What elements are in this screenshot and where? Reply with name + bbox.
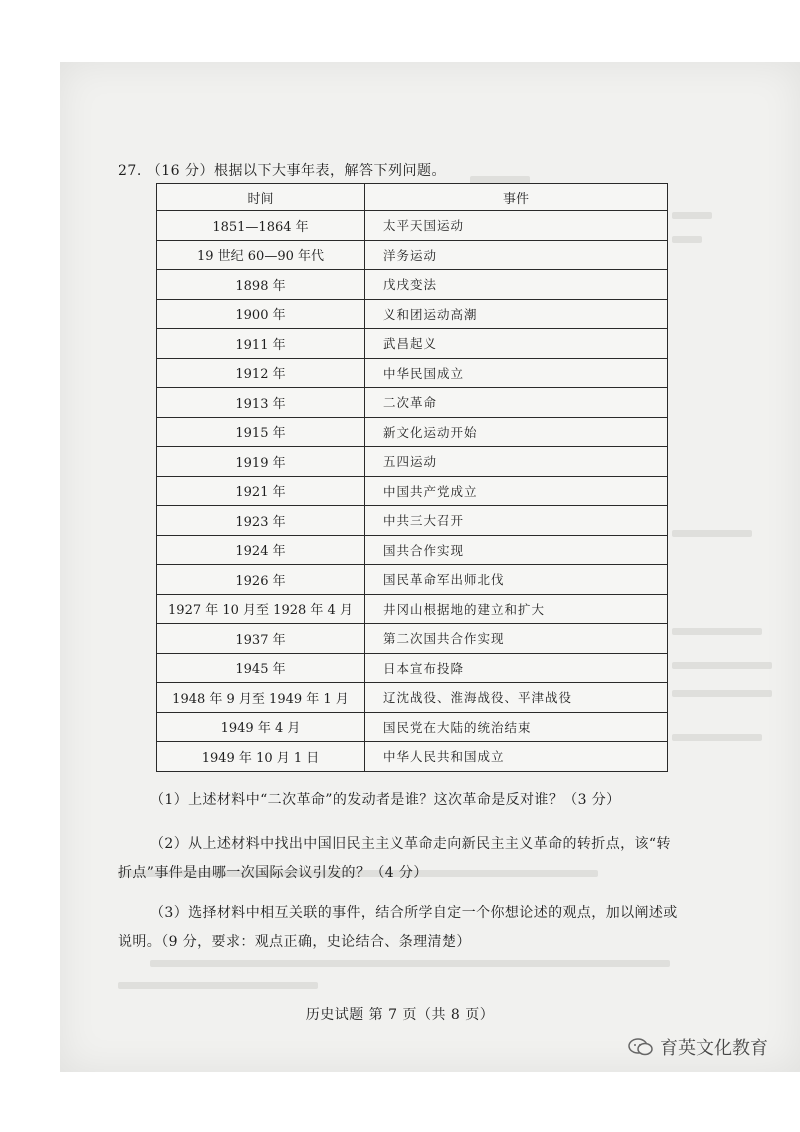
row-event: 中共三大召开 bbox=[365, 506, 668, 536]
row-event: 义和团运动高潮 bbox=[365, 299, 668, 329]
row-time: 1898 年 bbox=[157, 270, 365, 300]
sub-question-2 bbox=[118, 830, 718, 888]
row-time: 1949 年 10 月 1 日 bbox=[157, 742, 365, 772]
row-time: 1915 年 bbox=[157, 417, 365, 447]
table-row bbox=[157, 329, 668, 359]
row-event: 日本宣布投降 bbox=[365, 653, 668, 683]
row-event: 二次革命 bbox=[365, 388, 668, 418]
table-row bbox=[157, 624, 668, 654]
sub-question-3 bbox=[118, 899, 718, 957]
show-through-mark bbox=[150, 960, 670, 967]
table-row bbox=[157, 506, 668, 536]
row-event: 井冈山根据地的建立和扩大 bbox=[365, 594, 668, 624]
row-time: 1923 年 bbox=[157, 506, 365, 536]
table-header-row bbox=[157, 184, 668, 211]
show-through-mark bbox=[672, 628, 762, 635]
wechat-icon bbox=[628, 1037, 654, 1057]
watermark-text: 育英文化教育 bbox=[660, 1038, 768, 1059]
row-time: 1851—1864 年 bbox=[157, 211, 365, 241]
table-row bbox=[157, 417, 668, 447]
row-time: 1949 年 4 月 bbox=[157, 712, 365, 742]
table-row bbox=[157, 270, 668, 300]
header-time: 时间 bbox=[157, 184, 365, 211]
row-time: 1926 年 bbox=[157, 565, 365, 595]
sub-question-3-line-2: 说明。（9 分，要求：观点正确，史论结合、条理清楚） bbox=[118, 934, 471, 950]
table-row bbox=[157, 240, 668, 270]
row-event: 中华人民共和国成立 bbox=[365, 742, 668, 772]
show-through-mark bbox=[118, 982, 318, 989]
row-event: 洋务运动 bbox=[365, 240, 668, 270]
table-row bbox=[157, 712, 668, 742]
row-event: 太平天国运动 bbox=[365, 211, 668, 241]
question-title: 27. （16 分）根据以下大事年表，解答下列问题。 bbox=[118, 163, 446, 179]
table-row bbox=[157, 653, 668, 683]
show-through-mark bbox=[672, 734, 762, 741]
row-time: 1919 年 bbox=[157, 447, 365, 477]
row-event: 国共合作实现 bbox=[365, 535, 668, 565]
show-through-mark bbox=[672, 690, 772, 697]
table-row bbox=[157, 742, 668, 772]
table-row bbox=[157, 476, 668, 506]
show-through-mark bbox=[672, 212, 712, 219]
row-event: 辽沈战役、淮海战役、平津战役 bbox=[365, 683, 668, 713]
row-time: 1900 年 bbox=[157, 299, 365, 329]
watermark bbox=[628, 1034, 768, 1060]
table-row bbox=[157, 565, 668, 595]
table-row bbox=[157, 683, 668, 713]
row-time: 1911 年 bbox=[157, 329, 365, 359]
row-time: 19 世纪 60—90 年代 bbox=[157, 240, 365, 270]
row-event: 中国共产党成立 bbox=[365, 476, 668, 506]
row-time: 1945 年 bbox=[157, 653, 365, 683]
row-time: 1913 年 bbox=[157, 388, 365, 418]
show-through-mark bbox=[672, 662, 772, 669]
show-through-mark bbox=[672, 236, 702, 243]
show-through-mark bbox=[672, 530, 752, 537]
row-time: 1927 年 10 月至 1928 年 4 月 bbox=[157, 594, 365, 624]
row-time: 1924 年 bbox=[157, 535, 365, 565]
row-event: 新文化运动开始 bbox=[365, 417, 668, 447]
table-row bbox=[157, 388, 668, 418]
row-event: 中华民国成立 bbox=[365, 358, 668, 388]
row-event: 国民党在大陆的统治结束 bbox=[365, 712, 668, 742]
table-row bbox=[157, 299, 668, 329]
sub-question-1 bbox=[118, 786, 718, 815]
row-event: 国民革命军出师北伐 bbox=[365, 565, 668, 595]
row-event: 五四运动 bbox=[365, 447, 668, 477]
row-event: 第二次国共合作实现 bbox=[365, 624, 668, 654]
table-row bbox=[157, 447, 668, 477]
row-event: 武昌起义 bbox=[365, 329, 668, 359]
table-row bbox=[157, 594, 668, 624]
page-footer: 历史试题 第 7 页（共 8 页） bbox=[305, 1007, 495, 1023]
row-time: 1937 年 bbox=[157, 624, 365, 654]
table-row bbox=[157, 358, 668, 388]
header-event: 事件 bbox=[365, 184, 668, 211]
sub-question-3-line-1: （3）选择材料中相互关联的事件，结合所学自定一个你想论述的观点，加以阐述或 bbox=[150, 905, 678, 921]
table-row bbox=[157, 211, 668, 241]
sub-question-2-line-2: 折点”事件是由哪一次国际会议引发的？（4 分） bbox=[118, 865, 428, 881]
sub-question-2-line-1: （2）从上述材料中找出中国旧民主主义革命走向新民主主义革命的转折点，该“转 bbox=[150, 836, 671, 852]
timeline-table bbox=[156, 183, 668, 772]
row-time: 1948 年 9 月至 1949 年 1 月 bbox=[157, 683, 365, 713]
row-time: 1912 年 bbox=[157, 358, 365, 388]
table-row bbox=[157, 535, 668, 565]
row-event: 戊戌变法 bbox=[365, 270, 668, 300]
row-time: 1921 年 bbox=[157, 476, 365, 506]
sub-question-1-text: （1）上述材料中“二次革命”的发动者是谁？这次革命是反对谁？（3 分） bbox=[150, 792, 621, 808]
